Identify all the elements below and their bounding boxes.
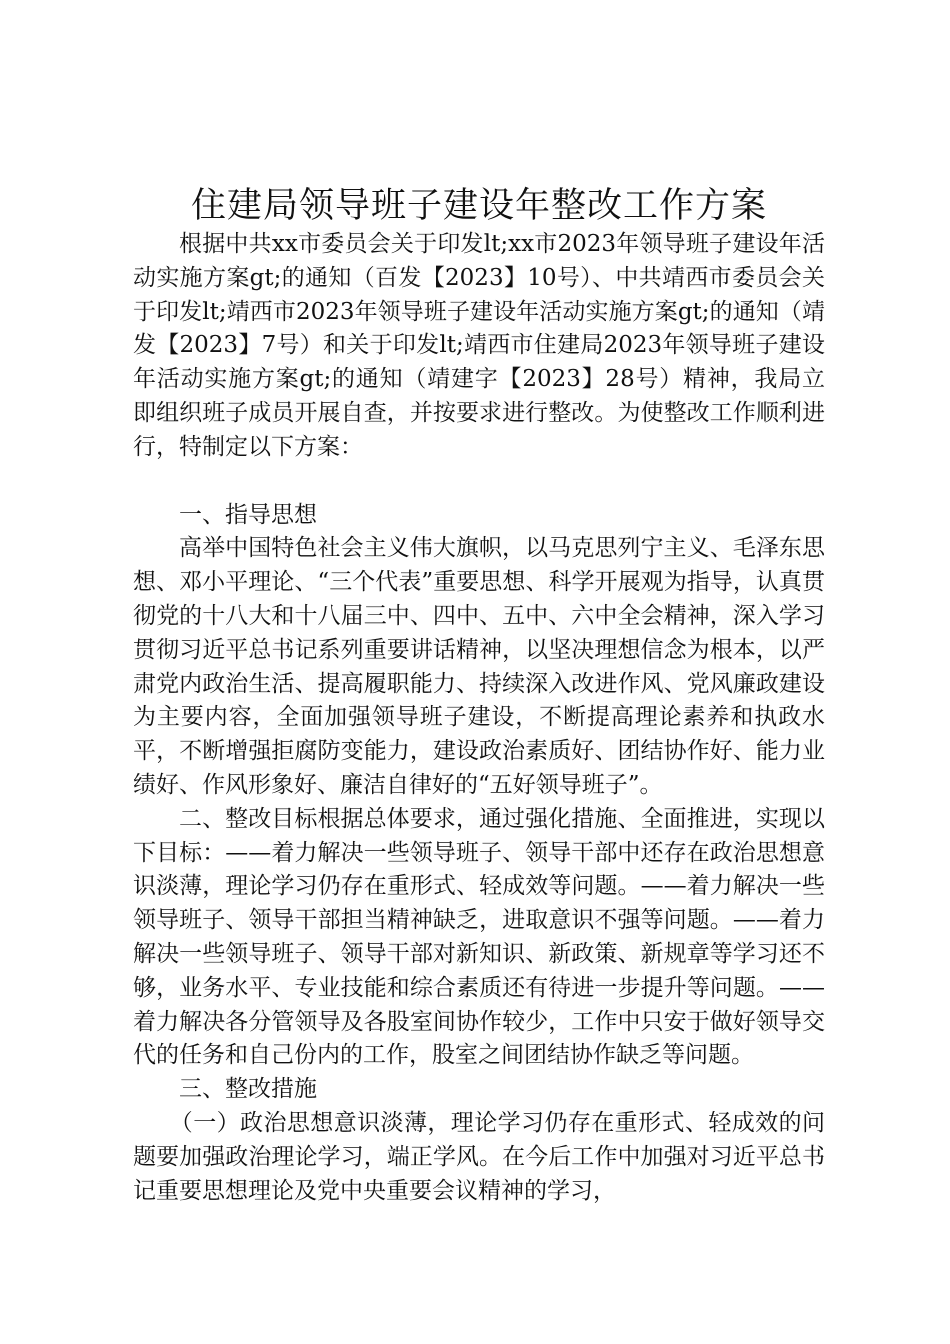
document-title: 住建局领导班子建设年整改工作方案 — [190, 186, 767, 226]
paragraph-gap — [133, 465, 825, 499]
section-body-rectification-measures: （一）政治思想意识淡薄，理论学习仍存在重形式、轻成效的问题要加强政治理论学习，端正学风。在今后工作中加强对习近平总书记重要思想理论及党中央重要会议精神的学习， — [133, 1109, 825, 1204]
section-heading-guiding-thought: 一、指导思想 — [179, 501, 317, 528]
section-body-guiding-thought: 高举中国特色社会主义伟大旗帜，以马克思列宁主义、毛泽东思想、邓小平理论、“三个代表”重要思想、科学开展观为指导，认真贯彻党的十八大和十八届三中、四中、五中、六中全会精神，深入学习贯彻习近平总书记系列重要讲话精神，以坚决理想信念为根本，以严肃党内政治生活、提高履职能力、持续深入改进作风、党风廉政建设为主要内容，全面加强领导班子建设，不断提高理论素养和执政水平，不断增强拒腐防变能力，建设政治素质好、团结协作好、能力业绩好、作风形象好、廉洁自律好的“五好领导班子”。 — [133, 535, 825, 798]
document-page — [133, 178, 825, 1208]
section-body-rectification-goals: 二、整改目标根据总体要求，通过强化措施、全面推进，实现以下目标：——着力解决一些领导班子、领导干部中还存在政治思想意识淡薄，理论学习仍存在重形式、轻成效等问题。——着力解决一些领导班子、领导干部担当精神缺乏，进取意识不强等问题。——着力解决一些领导班子、领导干部对新知识、新政策、新规章等学习还不够，业务水平、专业技能和综合素质还有待进一步提升等问题。——着力解决各分管领导及各股室间协作较少，工作中只安于做好领导交代的任务和自己份内的工作，股室之间团结协作缺乏等问题。 — [133, 805, 825, 1069]
intro-paragraph: 根据中共xx市委员会关于印发lt;xx市2023年领导班子建设年活动实施方案gt;的通知（百发【2023】10号）、中共靖西市委员会关于印发lt;靖西市2023年领导班子建设年活动实施方案gt;的通知（靖发【2023】7号）和关于印发lt;靖西市住建局2023年领导班子建设年活动实施方案gt;的通知（靖建字【2023】28号）精神，我局立即组织班子成员开展自查，并按要求进行整改。为使整改工作顺利进行，特制定以下方案： — [133, 231, 825, 460]
section-heading-rectification-measures: 三、整改措施 — [179, 1076, 317, 1103]
